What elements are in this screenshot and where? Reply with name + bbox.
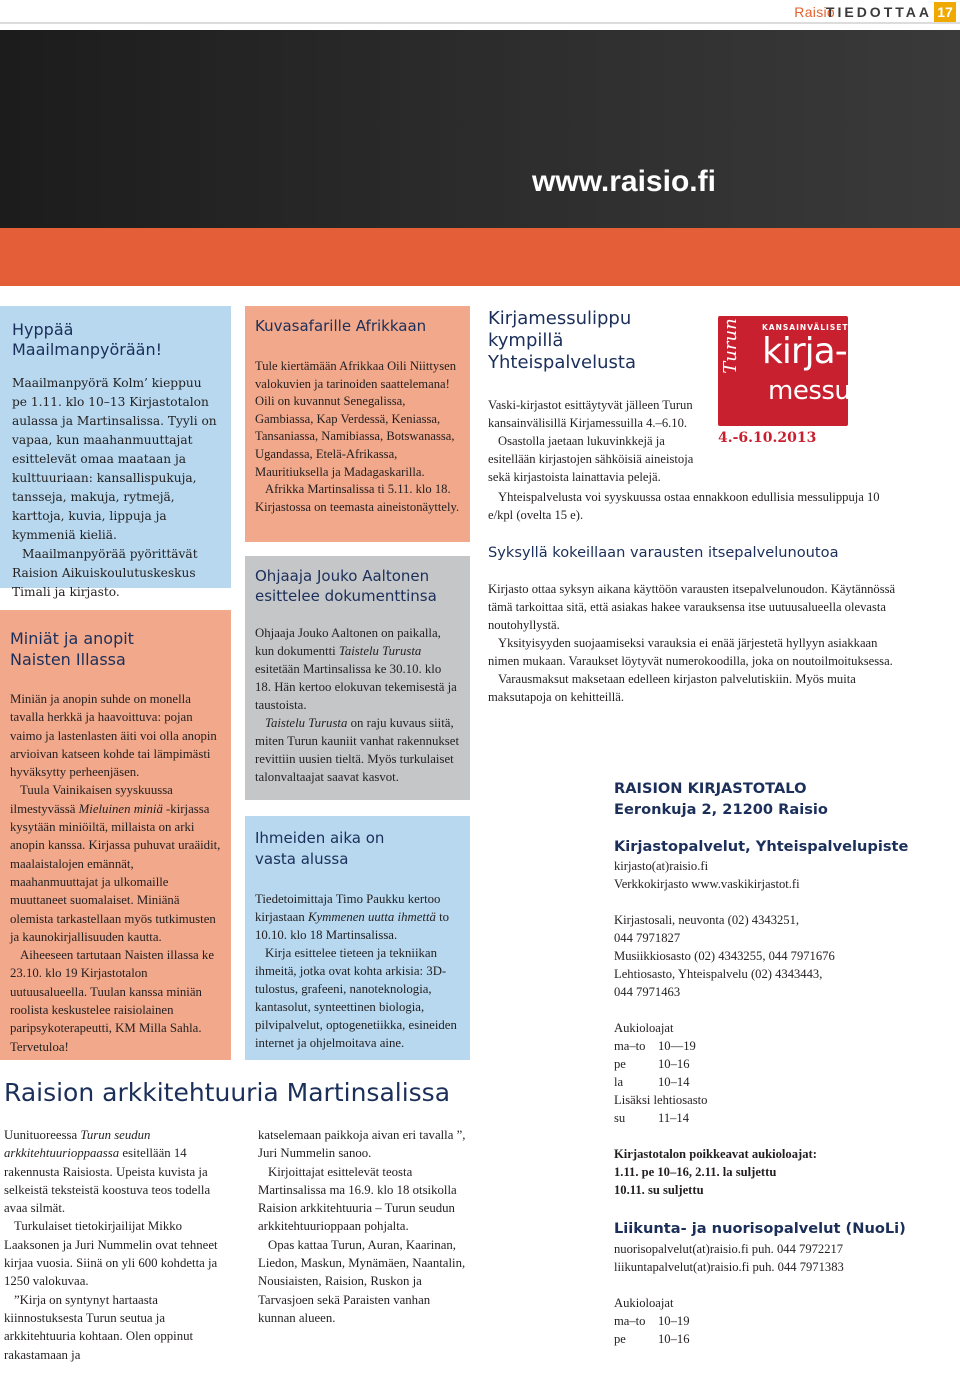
logo-messut: messut bbox=[768, 376, 861, 406]
kirjamessu-title: Kirjamessulippu kympillä Yhteispalvelusta bbox=[488, 308, 636, 373]
arkkitehtuuri-title: Raision arkkitehtuuria Martinsalissa bbox=[4, 1078, 451, 1107]
logo-turun: Turun bbox=[720, 318, 741, 374]
banner-url: www.raisio.fi bbox=[532, 165, 716, 198]
lisaksi-line: Lisäksi lehtiosasto bbox=[614, 1093, 708, 1107]
ihmeiden-title: Ihmeiden aika on vasta alussa bbox=[255, 829, 385, 868]
miniat-p3: Aiheeseen tartutaan Naisten illassa ke 23.10. klo 19 Kirjastotalon uutuusalueella. Tuulan kanssa miniän roolista keskustelee raisiolainen paripsykoterapeutti, KM Milla Sahla. Tervetuloa! bbox=[10, 948, 215, 1054]
poikkeava-title: Kirjastotalon poikkeavat aukioloajat: bbox=[614, 1147, 817, 1161]
kuvasafari-p1: Tule kiertämään Afrikkaa Oili Niittysen valokuvien ja tarinoiden saattelemana! Oili on kuvannut Senegalissa, Gambiassa, Kap Verdessä, Keniassa, Tansaniassa, Namibiassa, Botswanassa, Ugandassa, Etelä-Afrikassa, Mauritiuksella ja Madagaskarilla. bbox=[255, 359, 456, 479]
banner-stripe bbox=[0, 228, 960, 286]
hours-row: ma–to 10––19 bbox=[614, 1039, 696, 1053]
kirjastotalo-email[interactable]: kirjasto(at)raisio.fi bbox=[614, 859, 709, 873]
hours-row: su 11–14 bbox=[614, 1111, 690, 1125]
nuoli-title: Liikunta- ja nuorisopalvelut (NuoLi) bbox=[614, 1220, 906, 1237]
arkkitehtuuri-p5: Kirjoittajat esittelevät teosta Martinsalissa ma 16.9. klo 18 otsikolla Raision arkkitehtuuria – Turun seudun arkkitehtuurioppaan pohjalta. bbox=[258, 1164, 457, 1234]
miniat-box bbox=[0, 610, 231, 1060]
kirjamessu-p1: Vaski-kirjastot esittäytyvät jälleen Turun kansainvälisillä Kirjamessuilla 4.–6.10. bbox=[488, 398, 693, 430]
kuvasafari-title: Kuvasafarille Afrikkaan bbox=[255, 317, 427, 335]
kuvasafari-p2: Afrikka Martinsalissa ti 5.11. klo 18. Kirjastossa on teemasta aineistonäyttely. bbox=[255, 482, 460, 514]
kirjastotalo-title2: Eeronkuja 2, 21200 Raisio bbox=[614, 801, 828, 818]
page-number: 17 bbox=[934, 2, 956, 22]
kirjastotalo-section bbox=[614, 778, 944, 1199]
logo-dates: 4.-6.10.2013 bbox=[718, 430, 817, 446]
syksylla-p1: Kirjasto ottaa syksyn aikana käyttöön varausten itsepalvelunoudon. Käytännössä tämä tarkoittaa sitä, että asiakas hakee varauksensa itse uutuusalueella olevasta noutohyllystä. bbox=[488, 582, 896, 632]
ihmeiden-p1: Tiedetoimittaja Timo Paukku kertoo kirjastaan Kymmenen uutta ihmettä to 10.10. klo 18 Martinsalissa. bbox=[255, 892, 450, 942]
miniat-title: Miniät ja anopit Naisten Illassa bbox=[10, 629, 134, 669]
kirjastotalo-title1: RAISION KIRJASTOTALO bbox=[614, 780, 807, 797]
logo-kirja: kirja- bbox=[762, 331, 847, 372]
poikkeava-line: 10.11. su suljettu bbox=[614, 1183, 704, 1197]
kirjastotalo-sub: Kirjastopalvelut, Yhteispalvelupiste bbox=[614, 838, 909, 855]
hours-row: la 10–14 bbox=[614, 1075, 690, 1089]
miniat-p1: Miniän ja anopin suhde on monella tavalla herkkä ja haavoittuva: pojan vaimo ja lastenlasten äiti voi olla anopin arvioivan katseen kohde tai lämpimästi hyväksytty perheenjäsen. bbox=[10, 692, 217, 780]
hours-row: ma–to 10–19 bbox=[614, 1314, 690, 1328]
page-header bbox=[0, 0, 960, 26]
jouko-p1: Ohjaaja Jouko Aaltonen on paikalla, kun dokumentti Taistelu Turusta esitetään Martinsalissa ke 30.10. klo 18. Hän kertoo elokuvan tekemisestä ja taustoista. bbox=[255, 626, 457, 712]
arkkitehtuuri-p6: Opas kattaa Turun, Auran, Kaarinan, Liedon, Maskun, Mynämäen, Naantalin, Nousiaisten, Raision, Ruskon ja Tarvasjoen sekä Paraisten vanhan kunnan alueen. bbox=[258, 1237, 466, 1325]
kirjamessu-p2: Osastolla jaetaan lukuvinkkejä ja esitellään kirjastojen sähköisiä aineistoja sekä kirjastoista lainattavia pelejä. bbox=[488, 434, 694, 484]
hours-row: pe 10–16 bbox=[614, 1332, 690, 1346]
miniat-p2: Tuula Vainikaisen syyskuussa ilmestyvässä Mieluinen miniä -kirjassa kysytään miniöiltä, millaista on arki anopin kanssa. Kirjassa puhuvat uraäidit, maalaistalojen emännät, maahanmuuttajat ja ulkomaille muuttaneet suomalaiset. Miniänä olemista tarkastellaan myös tutkimusten ja kaunokirjallisuuden kautta. bbox=[10, 783, 221, 944]
banner-photo bbox=[0, 30, 960, 228]
phone-line: 044 7971827 bbox=[614, 931, 681, 945]
phone-line: Musiikkiosasto (02) 4343255, 044 7971676 bbox=[614, 949, 835, 963]
ihmeiden-box bbox=[245, 816, 470, 1060]
syksylla-title: Syksyllä kokeillaan varausten itsepalvelunoutoa bbox=[488, 544, 839, 561]
hours-row: pe 10–16 bbox=[614, 1057, 690, 1071]
kuvasafari-box bbox=[245, 306, 470, 542]
header-tiedottaa: TIEDOTTAA bbox=[825, 4, 932, 20]
syksylla-p2: Yksityisyyden suojaamiseksi varauksia ei enää järjestetä hyllyyn asiakkaan nimen mukaan. Varaukset löytyvät numerokoodilla, joka on noutoilmoituksessa. bbox=[488, 636, 893, 668]
hyppaa-box bbox=[0, 306, 231, 599]
nuoli-line1: nuorisopalvelut(at)raisio.fi puh. 044 7972217 bbox=[614, 1242, 844, 1256]
jouko-p2: Taistelu Turusta on raju kuvaus siitä, miten Turun kauniit vanhat rakennukset revittiin uusien tieltä. Myös turkulaiset talonvaltaajat saavat kasvot. bbox=[255, 716, 460, 784]
kirjamessu-p3: Yhteispalvelusta voi syyskuussa ostaa ennakkoon edullisia messulippuja 10 e/kpl (ovelta 15 e). bbox=[488, 490, 880, 522]
logo-kansainvaliset: KANSAINVÄLISET bbox=[762, 323, 849, 332]
nuoli-hours-title: Aukioloajat bbox=[614, 1296, 674, 1310]
nuoli-section bbox=[614, 1218, 954, 1348]
syksylla-p3: Varausmaksut maksetaan edelleen kirjaston palvelutiskiin. Myös muita maksutapoja on kehitteillä. bbox=[488, 672, 856, 704]
arkkitehtuuri-p4: katselemaan paikkoja aivan eri tavalla ”, Juri Nummelin sanoo. bbox=[258, 1128, 466, 1161]
arkkitehtuuri-p2: Turkulaiset tietokirjailijat Mikko Laaksonen ja Juri Nummelin ovat tehneet kirjaa vuosia. Siinä on yli 600 kohdetta ja 1250 valokuvaa. bbox=[4, 1219, 218, 1289]
miniat-book-title: Mieluinen miniä bbox=[78, 801, 163, 816]
ihmeiden-book-title: Kymmenen uutta ihmettä bbox=[307, 910, 436, 924]
nuoli-line2: liikuntapalvelut(at)raisio.fi puh. 044 7971383 bbox=[614, 1260, 844, 1274]
phone-line: 044 7971463 bbox=[614, 985, 681, 999]
header-raisio: Raisio bbox=[794, 4, 835, 20]
syksylla-body bbox=[488, 580, 900, 706]
arkkitehtuuri-p1: Uunituoreessa Turun seudun arkkitehtuurioppaassa esitellään 14 rakennusta Raisiosta. Upeista kuvista ja selkeistä teksteistä koostuva teos todella avaa silmät. bbox=[4, 1128, 211, 1216]
kirjastotalo-web[interactable]: Verkkokirjasto www.vaskikirjastot.fi bbox=[614, 877, 800, 891]
phone-line: Kirjastosali, neuvonta (02) 4343251, bbox=[614, 913, 800, 927]
poikkeava-line: 1.11. pe 10–16, 2.11. la suljettu bbox=[614, 1165, 777, 1179]
hyppaa-p1: Maailmanpyörä Kolm’ kieppuu pe 1.11. klo 10–13 Kirjastotalon aulassa ja Martinsalissa. Tyyli on vapaa, kun maahanmuuttajat esittelevät omaa maataan ja kulttuuriaan: kansallispukuja, tansseja, makuja, rytmejä, karttoja, kuvia, lippuja ja kymmeniä kieliä. bbox=[12, 376, 217, 542]
hyppaa-title: Hyppää Maailmanpyörään! bbox=[12, 320, 162, 359]
jouko-title: Ohjaaja Jouko Aaltonen esittelee dokumenttinsa bbox=[255, 567, 437, 605]
header-rule bbox=[0, 22, 960, 24]
kirjamessut-logo bbox=[718, 316, 878, 446]
phone-line: Lehtiosasto, Yhteispalvelu (02) 4343443, bbox=[614, 967, 823, 981]
hours-title: Aukioloajat bbox=[614, 1021, 674, 1035]
arkkitehtuuri-p3: ”Kirja on syntynyt hartaasta kiinnostuksesta Turun seutua ja arkkitehtuuria kohtaan. Olen oppinut rakastamaan ja bbox=[4, 1292, 194, 1362]
arkkitehtuuri-col1 bbox=[4, 1126, 228, 1364]
arkkitehtuuri-col2 bbox=[258, 1126, 468, 1327]
ihmeiden-p2: Kirja esittelee tieteen ja tekniikan ihmeitä, jotka ovat kohta arkisia: 3D-tulostus, grafeeni, nanoteknologia, kantasolut, synteettinen biologia, pilvipalvelut, optogenetiikka, esineiden internet ja ohjelmoitava aine. bbox=[255, 946, 457, 1050]
arkkitehtuuri-book-title: Turun seudun arkkitehtuurioppaassa bbox=[4, 1128, 151, 1161]
jouko-box bbox=[245, 556, 470, 800]
hyppaa-p2: Maailmanpyörää pyörittävät Raision Aikuiskoulutuskeskus Timali ja kirjasto. bbox=[12, 547, 198, 599]
kirjamessu-body-top bbox=[488, 396, 710, 486]
jouko-film-title: Taistelu Turusta bbox=[338, 644, 422, 658]
